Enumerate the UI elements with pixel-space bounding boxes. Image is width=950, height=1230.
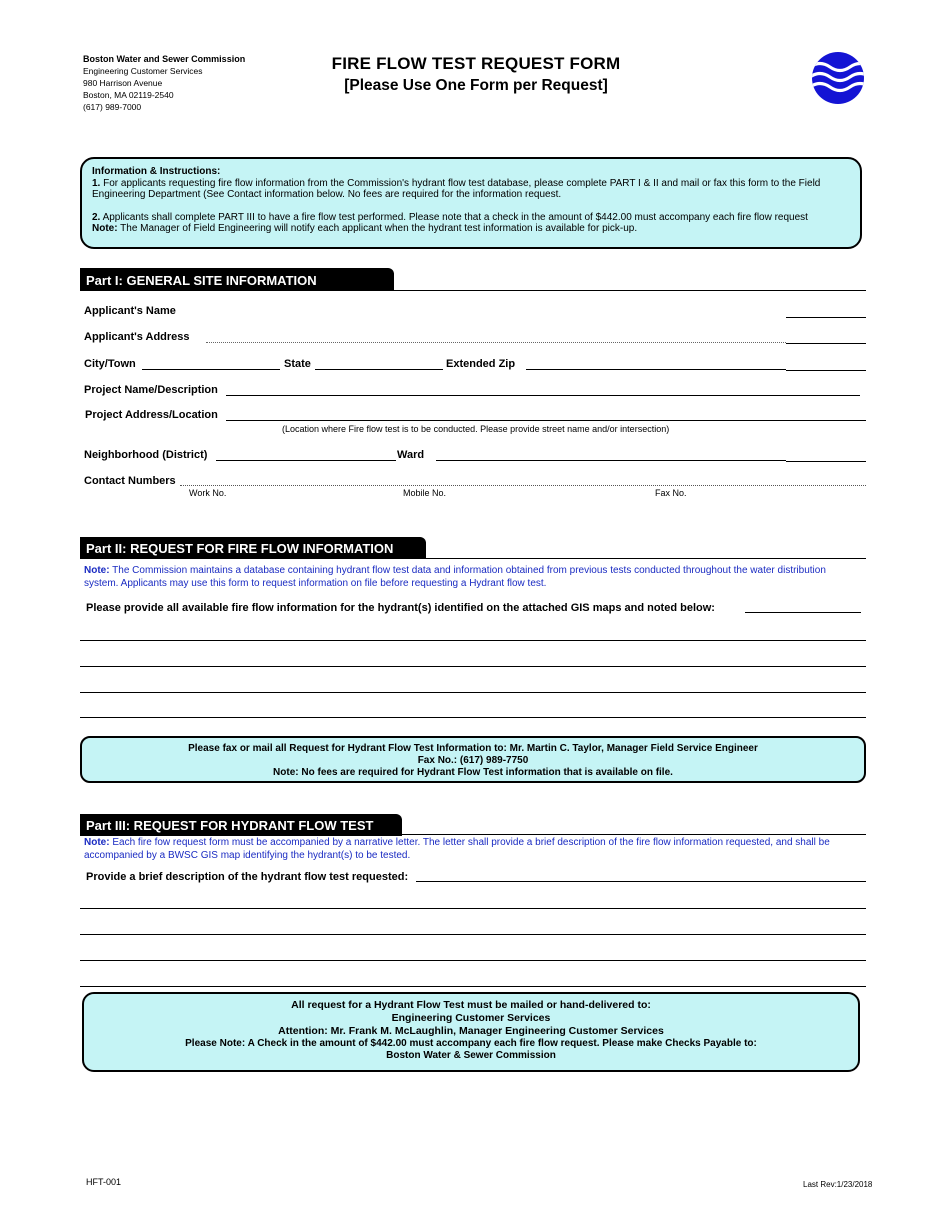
instructions-heading: Information & Instructions: [92,166,221,177]
state-field[interactable] [315,369,443,370]
form-title-block [290,54,662,95]
part1-rule [80,290,866,291]
org-line: Boston, MA 02119-2540 [83,90,174,100]
applicant-name-label: Applicant's Name [84,305,176,317]
city-field[interactable] [142,369,280,370]
ward-field[interactable] [436,460,786,461]
instruction-item-1: 1. For applicants requesting fire flow information from the Commission's hydrant flow test database, please complete PART I & II and mail or fax this form to the Field Engineering Department (See Contact information below. No fees are required for the information request. [92,177,821,200]
part3-line-1[interactable] [80,908,866,909]
org-line: (617) 989-7000 [83,102,142,112]
part2-line-4[interactable] [80,717,866,718]
part2-prompt: Please provide all available fire flow information for the hydrant(s) identified on the attached GIS maps and noted below: [86,602,715,614]
location-hint: (Location where Fire flow test is to be conducted. Please provide street name and/or intersection) [282,424,670,434]
applicant-address-label: Applicant's Address [84,331,190,343]
project-address-label: Project Address/Location [85,409,218,421]
ward-field-extra[interactable] [786,461,866,462]
part3-delivery-box [82,992,860,1072]
part3-note: Note: Each fire fow request form must be accompanied by a narrative letter. The letter shall provide a brief description of the fire flow information requested, and shall be accompanied by a BWSC GIS map identifying the hydrant(s) to be tested. [84,837,830,861]
project-name-label: Project Name/Description [84,384,218,396]
org-line: 980 Harrison Avenue [83,78,163,88]
wave-logo-icon [810,52,866,104]
part2-contact-box [80,736,866,783]
part3-line-4[interactable] [80,986,866,987]
zip-field[interactable] [526,369,786,370]
part3-box-line: Engineering Customer Services [391,1012,551,1024]
org-line: Engineering Customer Services [83,66,203,76]
project-name-field[interactable] [226,395,860,396]
part2-rule [80,558,866,559]
form-id: HFT-001 [86,1177,122,1187]
part3-line-3[interactable] [80,960,866,961]
part3-box-line: Boston Water & Sewer Commission [386,1050,556,1061]
mobile-no-label: Mobile No. [403,488,447,498]
part3-box-line: Attention: Mr. Frank M. McLaughlin, Manager Engineering Customer Services [278,1025,664,1037]
part3-rule [80,834,866,835]
part2-header: Part II: REQUEST FOR FIRE FLOW INFORMATION [80,537,426,559]
address-guide [206,342,786,343]
part3-box-line: Please Note: A Check in the amount of $442.00 must accompany each fire flow request. Please make Checks Payable to: [185,1038,757,1049]
part2-box-line: Fax No.: (617) 989-7750 [417,755,529,766]
neighborhood-label: Neighborhood (District) [84,449,208,461]
part2-box-line: Please fax or mail all Request for Hydrant Flow Test Information to: Mr. Martin C. Taylor, Manager Field Service Engineer [188,743,758,754]
part2-line-2[interactable] [80,666,866,667]
instruction-note: Note: The Manager of Field Engineering will notify each applicant when the hydrant test information is available for pick-up. [92,223,638,234]
form-subtitle: [Please Use One Form per Request] [344,77,608,94]
fax-no-label: Fax No. [655,488,687,498]
part3-field-inline[interactable] [416,881,866,882]
part2-note: Note: The Commission maintains a database containing hydrant flow test data and information obtained from previous tests conducted throughout the water distribution system. Applicants may use this form to request information on file before requesting a Hydrant flow test. [84,565,826,589]
org-address-block [83,53,245,113]
applicant-name-field[interactable] [786,317,866,318]
part3-header: Part III: REQUEST FOR HYDRANT FLOW TEST [80,814,402,836]
zip-field-extra[interactable] [786,370,866,371]
project-address-field[interactable] [226,420,866,421]
instructions-box [80,157,862,249]
part3-prompt: Provide a brief description of the hydrant flow test requested: [86,871,409,883]
zip-label: Extended Zip [446,358,516,370]
part2-box-line: Note: No fees are required for Hydrant Flow Test information that is available on file. [273,767,673,778]
applicant-address-field[interactable] [786,343,866,344]
part2-field-inline[interactable] [745,612,861,613]
work-no-label: Work No. [189,488,227,498]
part2-line-1[interactable] [80,640,866,641]
form-title: FIRE FLOW TEST REQUEST FORM [331,54,621,73]
part3-line-2[interactable] [80,934,866,935]
part2-line-3[interactable] [80,692,866,693]
revision-date: Last Rev:1/23/2018 [803,1180,873,1189]
state-label: State [284,358,311,370]
neighborhood-field[interactable] [216,460,396,461]
part1-header: Part I: GENERAL SITE INFORMATION [80,268,394,291]
contact-numbers-field[interactable] [180,485,866,486]
ward-label: Ward [397,449,425,461]
part3-box-line: All request for a Hydrant Flow Test must be mailed or hand-delivered to: [291,999,651,1011]
city-label: City/Town [84,358,136,370]
org-name: Boston Water and Sewer Commission [83,54,246,64]
contact-label: Contact Numbers [84,475,176,487]
instruction-item-2: 2. Applicants shall complete PART III to have a fire flow test performed. Please note that a check in the amount of $442.00 must accompany each fire flow request [92,211,808,223]
